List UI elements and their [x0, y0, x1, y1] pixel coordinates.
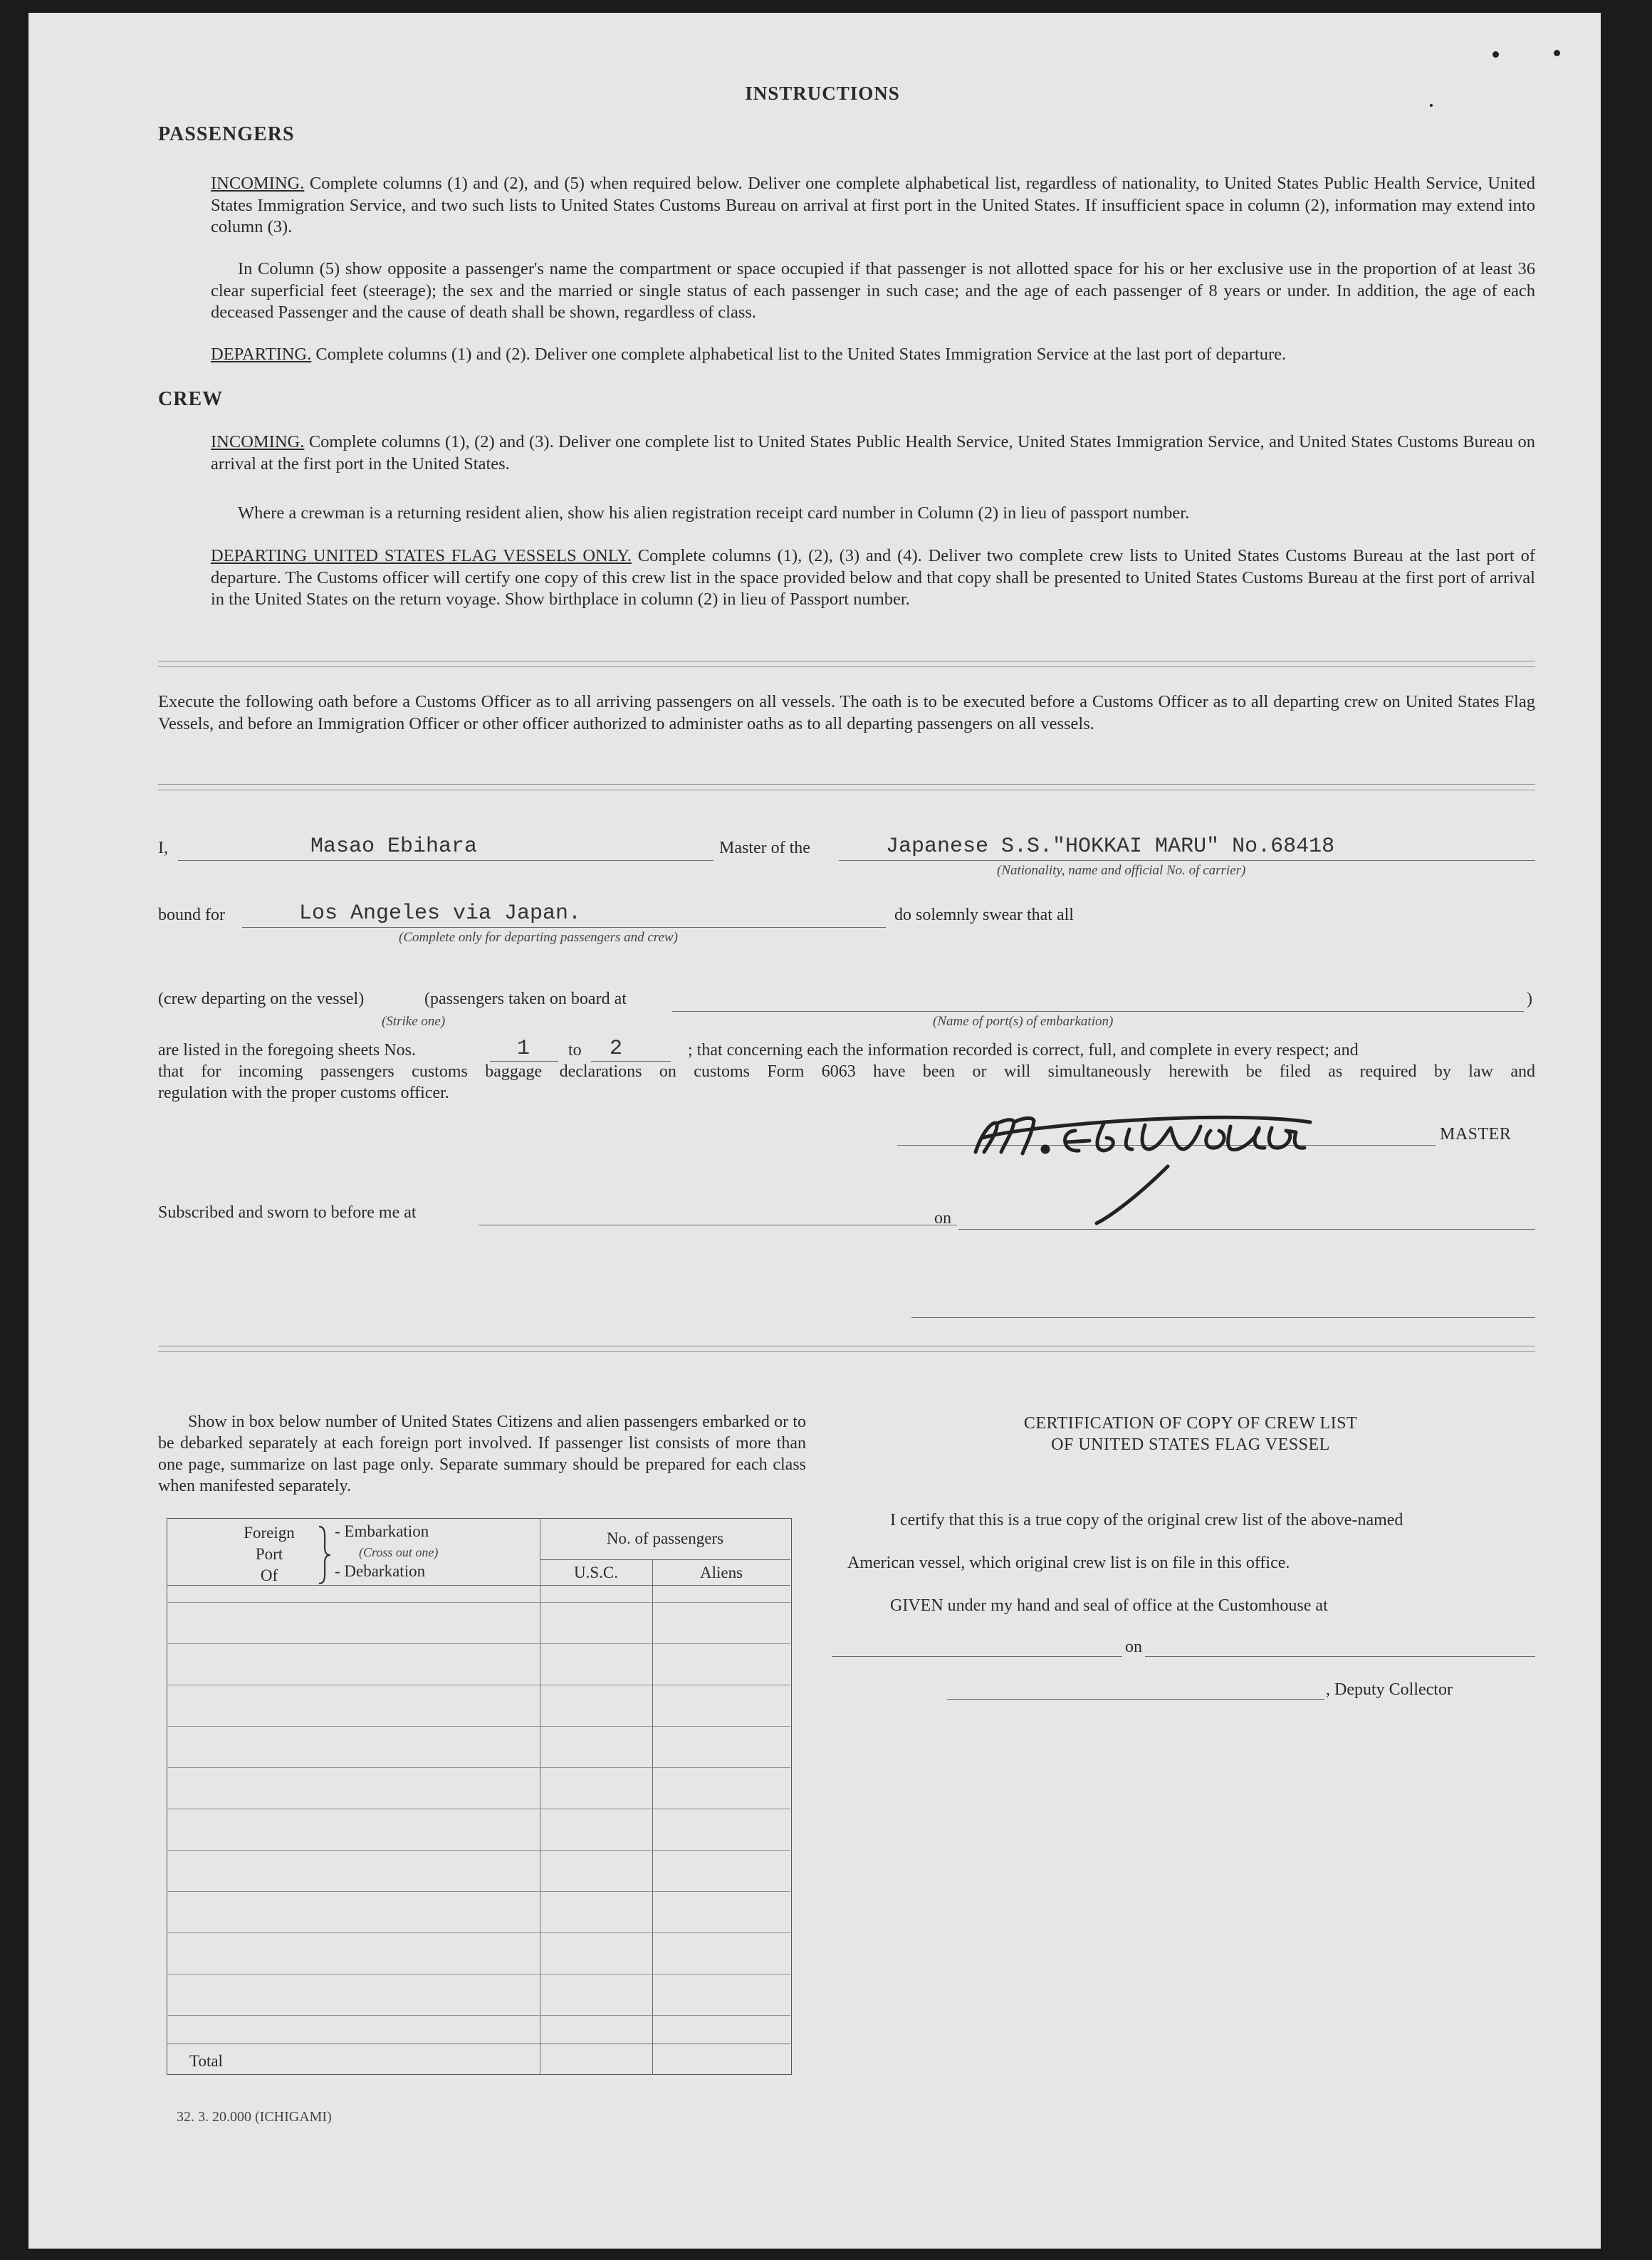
summary-instructions: Show in box below number of United States Citizens and alien passengers embarked or to be debarked separately at each foreign port involved. If passenger list consists of more than one page, summarize on last page only. Separate summary should be prepared for each class when manifested separately.	[158, 1413, 806, 1495]
table-column-divider	[652, 1559, 653, 2075]
bound-for-value: Los Angeles via Japan.	[299, 901, 582, 926]
crew-departing-text: Complete columns (1), (2), (3) and (4). Deliver two complete crew lists to United States Customs Bureau at the last port of departure. The Customs officer will certify one copy of this crew list in the space provided below and that copy shall be presented to United States Customs Bureau at the first port of arrival in the United States on the return voyage. Show birthplace in column (2) in lieu of Passport number.	[211, 546, 1535, 609]
listed-prefix: are listed in the foregoing sheets Nos.	[158, 1041, 416, 1060]
crew-departing-label: DEPARTING UNITED STATES FLAG VESSELS ONLY.	[211, 546, 632, 565]
table-header-foreign: Foreign	[244, 1524, 295, 1542]
master-of-the-label: Master of the	[719, 839, 810, 857]
bound-for-line	[242, 927, 886, 928]
signature-image	[954, 1081, 1438, 1230]
instructions-title: INSTRUCTIONS	[745, 83, 900, 104]
vessel-line	[839, 860, 1535, 861]
passengers-incoming-label: INCOMING.	[211, 174, 305, 193]
crew-incoming-paragraph	[211, 431, 1535, 475]
to-word: to	[568, 1041, 582, 1060]
table-row-line	[167, 1932, 790, 1933]
crew-incoming-label: INCOMING.	[211, 432, 305, 451]
table-row-line	[167, 1891, 790, 1892]
listed-rest: ; that concerning each the information recorded is correct, full, and complete in every respect; and	[688, 1041, 1359, 1060]
listed-line-2: that for incoming passengers customs baggage declarations on customs Form 6063 have been or will simultaneously herewith be filed as required by law and	[158, 1062, 1535, 1081]
certification-line-3: GIVEN under my hand and seal of office at the Customhouse at	[890, 1596, 1328, 1615]
table-total-label: Total	[189, 2052, 223, 2070]
certification-title-line-1: CERTIFICATION OF COPY OF CREW LIST	[1023, 1414, 1358, 1433]
deputy-collector-line	[947, 1699, 1324, 1700]
table-header-divider	[540, 1559, 790, 1560]
officer-signature-line	[911, 1317, 1535, 1318]
deputy-collector-label: , Deputy Collector	[1326, 1680, 1453, 1699]
close-paren: )	[1527, 990, 1532, 1008]
master-name-line	[178, 860, 713, 861]
port-line	[672, 1011, 1524, 1012]
table-header-port: Port	[255, 1545, 283, 1563]
certification-line-2: American vessel, which original crew list is on file in this office.	[847, 1554, 1290, 1572]
bound-for-label: bound for	[158, 906, 225, 924]
table-header-usc: U.S.C.	[574, 1564, 618, 1581]
vessel-caption: (Nationality, name and official No. of carrier)	[997, 863, 1246, 878]
crew-incoming-text: Complete columns (1), (2) and (3). Deliver one complete list to United States Public Health Service, United States Immigration Service, and United States Customs Bureau on arrival at the first port in the United States.	[211, 432, 1536, 474]
table-header-cross-out: (Cross out one)	[359, 1545, 439, 1559]
sheet-to-value: 2	[610, 1037, 623, 1061]
footer-form-code: 32. 3. 20.000 (ICHIGAMI)	[177, 2109, 332, 2125]
table-row-line	[167, 1602, 790, 1603]
certification-title-line-2: OF UNITED STATES FLAG VESSEL	[1051, 1435, 1330, 1454]
crew-departing-paragraph	[211, 545, 1535, 611]
ink-speck	[1492, 51, 1499, 58]
sheet-from-line	[490, 1061, 558, 1062]
passengers-incoming-text: Complete columns (1) and (2), and (5) when required below. Deliver one complete alphabetical list, regardless of nationality, to United States Public Health Service, United States Immigration Service, and two such lists to United States Customs Bureau on arrival at first port in the United States. If insufficient space in column (2), information may extend into column (3).	[211, 174, 1535, 236]
table-row-line	[167, 1767, 790, 1768]
certification-title	[849, 1413, 1532, 1455]
master-name-value: Masao Ebihara	[310, 835, 478, 859]
sheet-to-line	[591, 1061, 671, 1062]
vessel-value: Japanese S.S."HOKKAI MARU" No.68418	[886, 835, 1335, 859]
crew-heading: CREW	[158, 388, 224, 410]
oath-i-label: I,	[158, 839, 168, 857]
customhouse-line	[832, 1656, 1122, 1657]
subscribed-date-line	[958, 1229, 1535, 1230]
certification-on-label: on	[1125, 1638, 1142, 1656]
strike-one-caption: (Strike one)	[382, 1014, 446, 1029]
bound-for-caption: (Complete only for departing passengers and crew)	[399, 930, 678, 945]
table-row-line	[167, 1850, 790, 1851]
table-header-foreign-port	[235, 1522, 303, 1586]
passengers-taken-option: (passengers taken on board at	[424, 990, 627, 1008]
passengers-heading: PASSENGERS	[158, 123, 295, 145]
table-header-embarkation: - Embarkation	[335, 1522, 429, 1540]
passengers-column5-paragraph: In Column (5) show opposite a passenger's name the compartment or space occupied if that passenger is not allotted space for his or her exclusive use in the proportion of at least 36 clear superficial feet (steerage); the sex and the married or single status of each passenger in such case; and the age of each passenger of 8 years or under. In addition, the age of each deceased Passenger and the cause of death shall be shown, regardless of class.	[211, 259, 1535, 322]
brace-icon	[316, 1525, 333, 1585]
subscribed-text: Subscribed and sworn to before me at	[158, 1203, 417, 1222]
table-row-line	[167, 1726, 790, 1727]
table-row-line	[167, 2015, 790, 2016]
oath-instructions-paragraph: Execute the following oath before a Customs Officer as to all arriving passengers on all vessels. The oath is to be executed before a Customs Officer as to all departing crew on United States Flag Vessels, and before an Immigration Officer or other officer authorized to administer oaths as to all departing passengers on all vessels.	[158, 692, 1535, 733]
subscribed-on-label: on	[934, 1209, 951, 1228]
passengers-incoming-paragraph	[211, 173, 1535, 239]
master-label: MASTER	[1440, 1125, 1512, 1144]
ink-speck	[1554, 50, 1560, 56]
passengers-departing-paragraph	[211, 344, 1535, 366]
document-page	[28, 13, 1601, 2249]
table-header-no-of-passengers: No. of passengers	[606, 1529, 724, 1547]
certification-line-1: I certify that this is a true copy of the original crew list of the above-named	[890, 1511, 1403, 1529]
table-row-line	[167, 1643, 790, 1644]
certification-date-line	[1145, 1656, 1535, 1657]
table-header-of: Of	[260, 1566, 278, 1584]
port-caption: (Name of port(s) of embarkation)	[933, 1014, 1114, 1029]
swear-text: do solemnly swear that all	[894, 906, 1074, 924]
crew-resident-paragraph: Where a crewman is a returning resident alien, show his alien registration receipt card number in Column (2) in lieu of passport number.	[238, 503, 1190, 523]
table-header-aliens: Aliens	[699, 1564, 743, 1581]
divider-line	[158, 1351, 1535, 1352]
divider-line	[158, 666, 1535, 667]
listed-line-3: regulation with the proper customs officer.	[158, 1084, 449, 1102]
passengers-departing-text: Complete columns (1) and (2). Deliver one complete alphabetical list to the United States Immigration Service at the last port of departure.	[315, 345, 1287, 364]
passengers-departing-label: DEPARTING.	[211, 345, 312, 364]
sheet-from-value: 1	[517, 1037, 530, 1061]
crew-departing-option: (crew departing on the vessel)	[158, 990, 365, 1008]
divider-line	[158, 784, 1535, 785]
table-header-debarkation: - Debarkation	[335, 1562, 426, 1580]
